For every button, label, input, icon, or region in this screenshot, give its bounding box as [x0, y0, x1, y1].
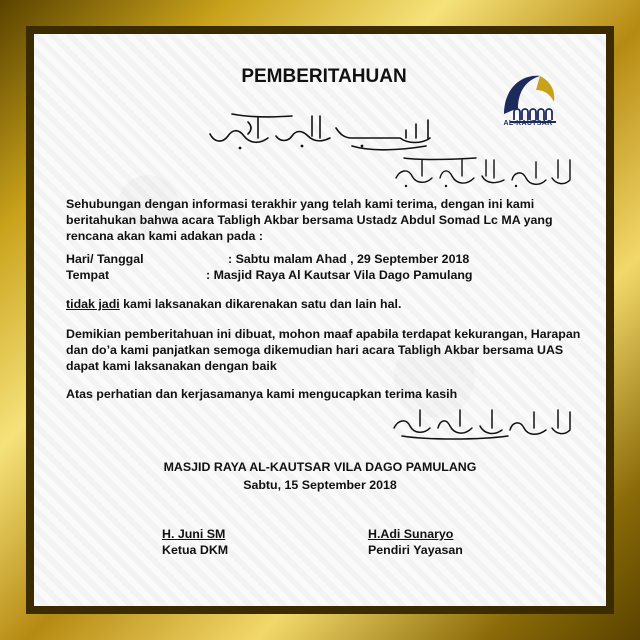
organization-name: MASJID RAYA AL-KAUTSAR VILA DAGO PAMULANG	[163, 460, 477, 474]
signatory-2-name: H.Adi Sunaryo	[368, 527, 454, 541]
letter-date: Sabtu, 15 September 2018	[243, 478, 397, 492]
logo-label: AL-KAUTSAR	[503, 120, 553, 127]
salam-calligraphy-bottom	[388, 406, 574, 440]
cancel-reason: kami laksanakan dikarenakan satu dan lain hal.	[119, 297, 402, 311]
date-label: Hari/ Tanggal	[66, 252, 144, 266]
intro-paragraph: Sehubungan dengan informasi terakhir yang telah kami terima, dengan ini kami beritahukan bahwa acara Tabligh Akbar bersama Ustadz Abdul Somad Lc MA yang rencana akan kami adakan pada :	[66, 197, 553, 243]
basmalah-calligraphy	[202, 108, 438, 154]
letter-paper	[34, 34, 606, 606]
page-title: PEMBERITAHUAN	[241, 66, 407, 87]
salam-calligraphy-top	[386, 154, 574, 190]
thanks-line: Atas perhatian dan kerjasamanya kami mengucapkan terima kasih	[66, 387, 458, 401]
place-label: Tempat	[66, 268, 110, 282]
cancel-emphasis: tidak jadi	[66, 297, 120, 311]
place-value: : Masjid Raya Al Kautsar Vila Dago Pamulang	[206, 268, 473, 282]
signatory-2-role: Pendiri Yayasan	[368, 543, 463, 557]
signatory-1-name: H. Juni SM	[162, 527, 226, 541]
apology-paragraph: Demikian pemberitahuan ini dibuat, mohon maaf apabila terdapat kekurangan, Harapan dan do’a kami panjatkan semoga dikemudian hari acara Tabligh Akbar bersama UAS dapat kami laksanakan dengan baik	[66, 327, 581, 373]
signatory-1-role: Ketua DKM	[162, 543, 229, 557]
cancel-statement	[66, 296, 586, 312]
date-value: : Sabtu malam Ahad , 29 September 2018	[228, 252, 470, 266]
